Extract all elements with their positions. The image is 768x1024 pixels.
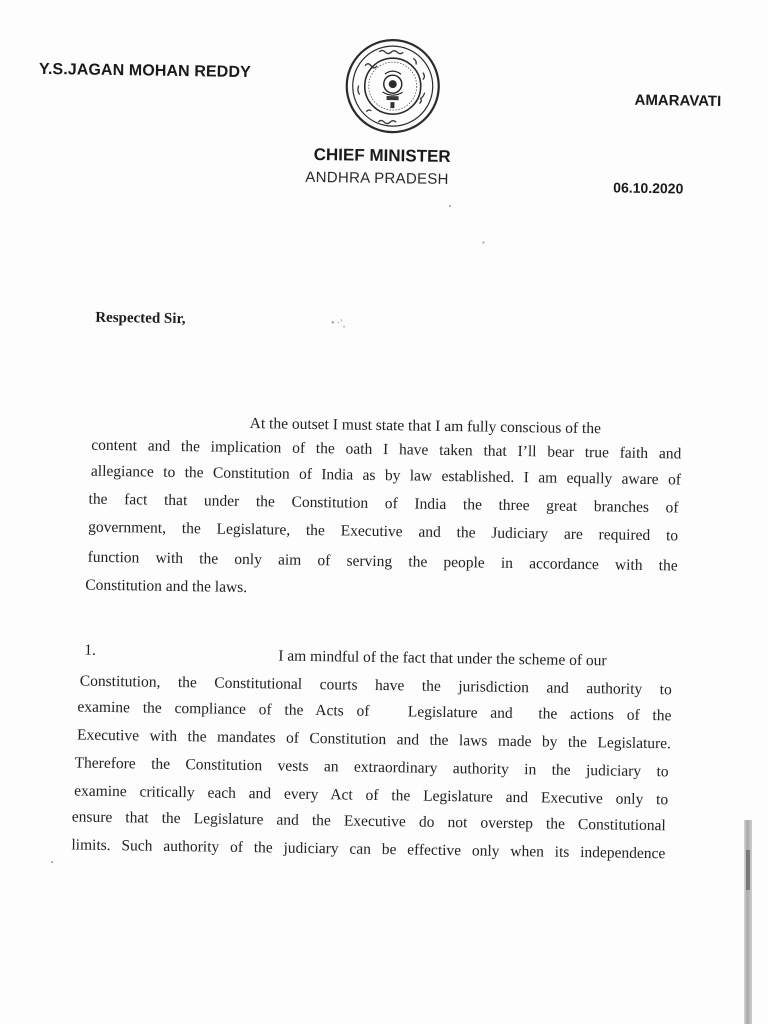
para1-line-2: Constitution, the Constitutional courts have the jurisdiction and authority to xyxy=(79,672,672,699)
para1-line-1: I am mindful of the fact that under the scheme of our xyxy=(278,647,607,670)
letter-place: AMARAVATI xyxy=(634,91,722,111)
paragraph-number: 1. xyxy=(84,641,97,659)
letter-date: 06.10.2020 xyxy=(613,179,684,197)
para1-line-8: limits. Such authority of the judiciary can be effective only when its independence xyxy=(71,836,666,863)
para1-line-6: examine critically each and every Act of the Legislature and Executive only to xyxy=(74,782,669,809)
intro-line-4: the fact that under the Constitution of India the three great branches of xyxy=(88,490,679,517)
para1-line-5: Therefore the Constitution vests an extraordinary authority in the judiciary to xyxy=(74,754,669,781)
intro-line-5: government, the Legislature, the Executive and the Judiciary are required to xyxy=(88,518,679,545)
scan-edge-mark xyxy=(746,850,750,890)
scan-speck xyxy=(51,861,53,863)
scan-speck xyxy=(482,241,484,243)
para1-line-3: examine the compliance of the Acts of Legislature and the actions of the xyxy=(77,698,672,725)
intro-line-7: Constitution and the laws. xyxy=(85,576,248,597)
state-emblem-seal-icon xyxy=(342,35,443,136)
salutation: Respected Sir, xyxy=(95,309,186,328)
intro-line-3: allegiance to the Constitution of India as by law established. I am equally aware of xyxy=(90,462,682,489)
intro-line-2: content and the implication of the oath I have taken that I’ll bear true faith and xyxy=(91,436,682,463)
para1-line-7: ensure that the Legislature and the Executive do not overstep the Constitutional xyxy=(71,808,666,835)
sender-name: Y.S.JAGAN MOHAN REDDY xyxy=(38,60,251,82)
scan-smudge: • ·’‸ xyxy=(331,317,346,328)
para1-line-4: Executive with the mandates of Constitution and the laws made by the Legislature. xyxy=(76,726,672,753)
office-title: CHIEF MINISTER xyxy=(313,144,451,167)
intro-line-6: function with the only aim of serving the people in accordance with the xyxy=(87,548,678,575)
scan-speck xyxy=(449,205,451,207)
intro-line-1: At the outset I must state that I am fully conscious of the xyxy=(249,415,602,438)
office-state: ANDHRA PRADESH xyxy=(305,168,449,188)
